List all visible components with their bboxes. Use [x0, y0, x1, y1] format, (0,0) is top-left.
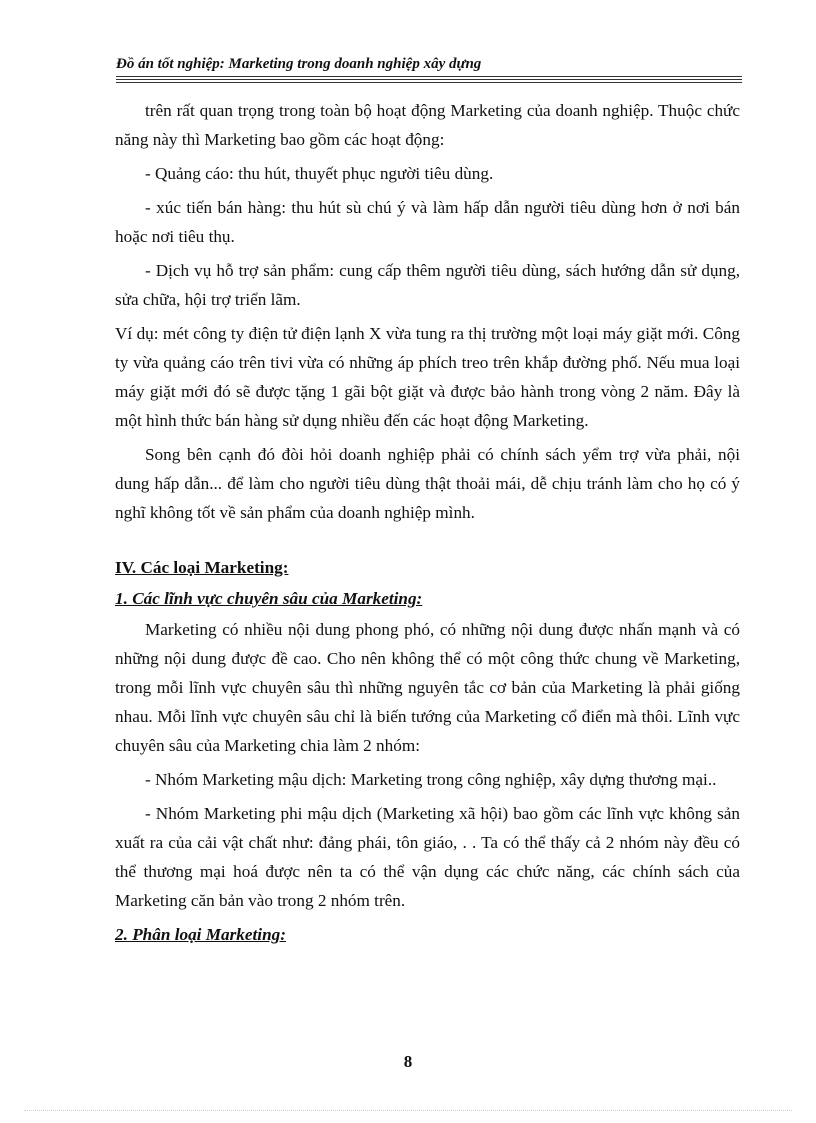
paragraph: Song bên cạnh đó đòi hỏi doanh nghiệp phải có chính sách yểm trợ vừa phải, nội dung hấp dẫn... để làm cho người tiêu dùng thật thoải mái, dễ chịu tránh làm cho họ có ý nghĩ không tốt về sản phẩm của doanh nghiệp mình. — [115, 445, 740, 522]
bullet-item: - Dịch vụ hỗ trợ sản phẩm: cung cấp thêm người tiêu dùng, sách hướng dẫn sử dụng, sửa chữa, hội trợ triển lãm. — [115, 261, 740, 309]
paragraph: Ví dụ: mét công ty điện tử điện lạnh X vừa tung ra thị trường một loại máy giặt mới. Công ty vừa quảng cáo trên tivi vừa có những áp phích treo trên khắp đường phố. Nếu mua loại máy giặt mới đó sẽ được tặng 1 gãi bột giặt và được bảo hành trong vòng 2 năm. Đây là một hình thức bán hàng sử dụng nhiều đến các hoạt động Marketing. — [115, 324, 740, 430]
paragraph: Marketing có nhiều nội dung phong phó, có những nội dung được nhấn mạnh và có những nội dung được đề cao. Cho nên không thể có một công thức chung về Marketing, trong mỗi lĩnh vực chuyên sâu thì những nguyên tắc cơ bản của Marketing là phải giống nhau. Mỗi lĩnh vực chuyên sâu chỉ là biến tướng của Marketing cổ điển mà thôi. Lĩnh vực chuyên sâu của Marketing chia làm 2 nhóm: — [115, 620, 740, 755]
header-rule — [116, 76, 742, 77]
document-header: Đồ án tốt nghiệp: Marketing trong doanh nghiệp xây dựng — [116, 56, 482, 72]
bullet-item: - Quảng cáo: thu hút, thuyết phục người tiêu dùng. — [145, 164, 494, 183]
bullet-item: - xúc tiến bán hàng: thu hút sù chú ý và làm hấp dẫn người tiêu dùng hơn ở nơi bán hoặc nơi tiêu thụ. — [115, 198, 740, 246]
subsection-heading: 1. Các lĩnh vực chuyên sâu của Marketing: — [115, 589, 423, 608]
header-rule — [116, 82, 742, 83]
section-heading: IV. Các loại Marketing: — [115, 558, 289, 577]
bullet-item: - Nhóm Marketing phi mậu dịch (Marketing xã hội) bao gồm các lĩnh vực không sản xuất ra của cải vật chất như: đảng phái, tôn giáo, . . Ta có thể thấy cả 2 nhóm này đều có thể thương mại hoá được nên ta có thể vận dụng các chức năng, các chính sách của Marketing căn bản vào trong 2 nhóm trên. — [115, 804, 740, 910]
subsection-heading: 2. Phân loại Marketing: — [115, 925, 286, 944]
paragraph: trên rất quan trọng trong toàn bộ hoạt động Marketing của doanh nghiệp. Thuộc chức năng này thì Marketing bao gồm các hoạt động: — [115, 101, 740, 149]
bullet-item: - Nhóm Marketing mậu dịch: Marketing trong công nghiệp, xây dựng thương mại.. — [145, 770, 717, 789]
page-footer-divider — [24, 1110, 792, 1111]
page-number: 8 — [403, 1052, 413, 1071]
page-body — [115, 96, 740, 951]
header-rule — [116, 79, 742, 80]
